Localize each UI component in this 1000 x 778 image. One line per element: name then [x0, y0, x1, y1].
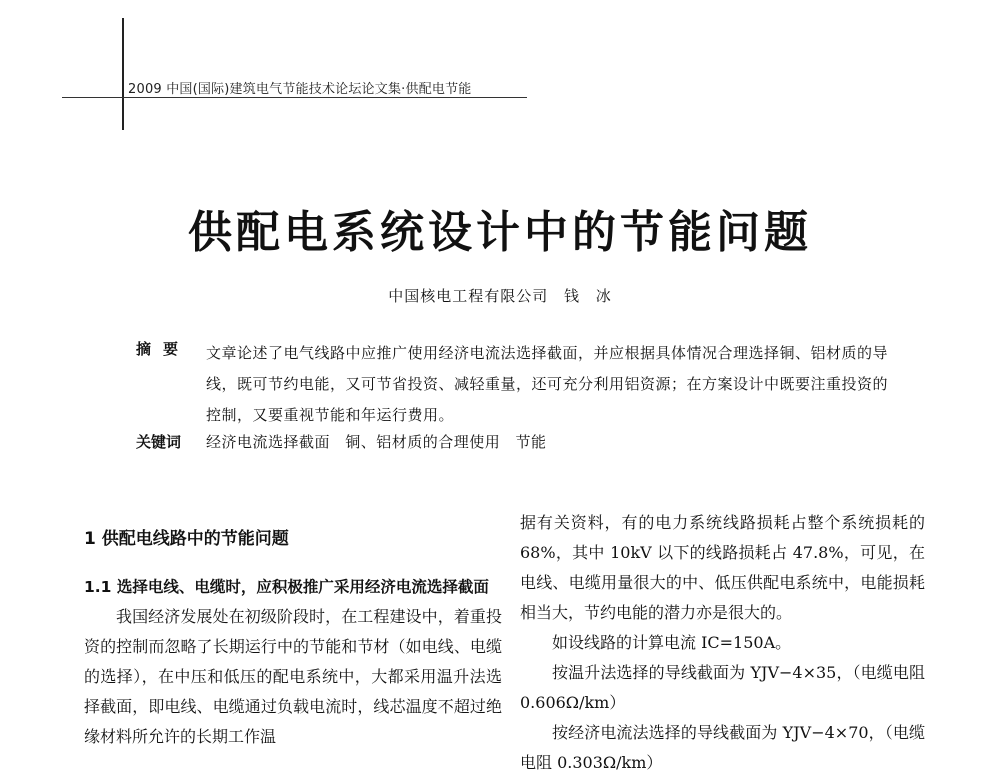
author-affiliation: 中国核电工程有限公司 钱 冰	[388, 287, 612, 305]
abstract-label: 摘要	[136, 340, 191, 358]
keywords-text: 经济电流选择截面 铜、铝材质的合理使用 节能	[206, 433, 547, 451]
abstract-text: 文章论述了电气线路中应推广使用经济电流法选择截面，并应根据具体情况合理选择铜、铝材质的导线，既可节约电能，又可节省投资、减轻重量，还可充分利用铝资源；在方案设计中既要注重投资的控制，又要重视节能和年运行费用。	[206, 344, 889, 424]
section-heading: 1 供配电线路中的节能问题	[84, 529, 289, 549]
body-paragraph-temperature-method: 按温升法选择的导线截面为 YJV−4×35，（电缆电阻 0.606Ω/km）	[520, 663, 925, 712]
subsection-heading: 1.1 选择电线、电缆时，应积极推广采用经济电流选择截面	[84, 578, 489, 596]
keywords-label: 关键词	[136, 433, 182, 451]
paper-title: 供配电系统设计中的节能问题	[188, 207, 812, 258]
body-paragraph-continued: 据有关资料，有的电力系统线路损耗占整个系统损耗的 68%，其中 10kV 以下的线路损耗占 47.8%，可见，在电线、电缆用量很大的中、低压供配电系统中，电能损耗相当大，节约电能的潜力亦是很大的。	[520, 513, 925, 622]
body-paragraph-economic-method: 按经济电流法选择的导线截面为 YJV−4×70，（电缆电阻 0.303Ω/km）	[520, 723, 925, 772]
header-vertical-rule	[122, 18, 124, 130]
running-header: 2009 中国(国际)建筑电气节能技术论坛论文集·供配电节能	[128, 82, 472, 97]
left-column	[84, 510, 502, 752]
body-paragraph: 我国经济发展处在初级阶段时，在工程建设中，着重投资的控制而忽略了长期运行中的节能和节材（如电线、电缆的选择），在中压和低压的配电系统中，大都采用温升法选择截面，即电线、电缆通过负载电流时，线芯温度不超过绝缘材料所允许的长期工作温	[84, 607, 502, 746]
header-horizontal-rule	[62, 97, 527, 98]
right-column	[520, 508, 925, 778]
body-paragraph-current: 如设线路的计算电流 IC=150A。	[552, 633, 792, 652]
